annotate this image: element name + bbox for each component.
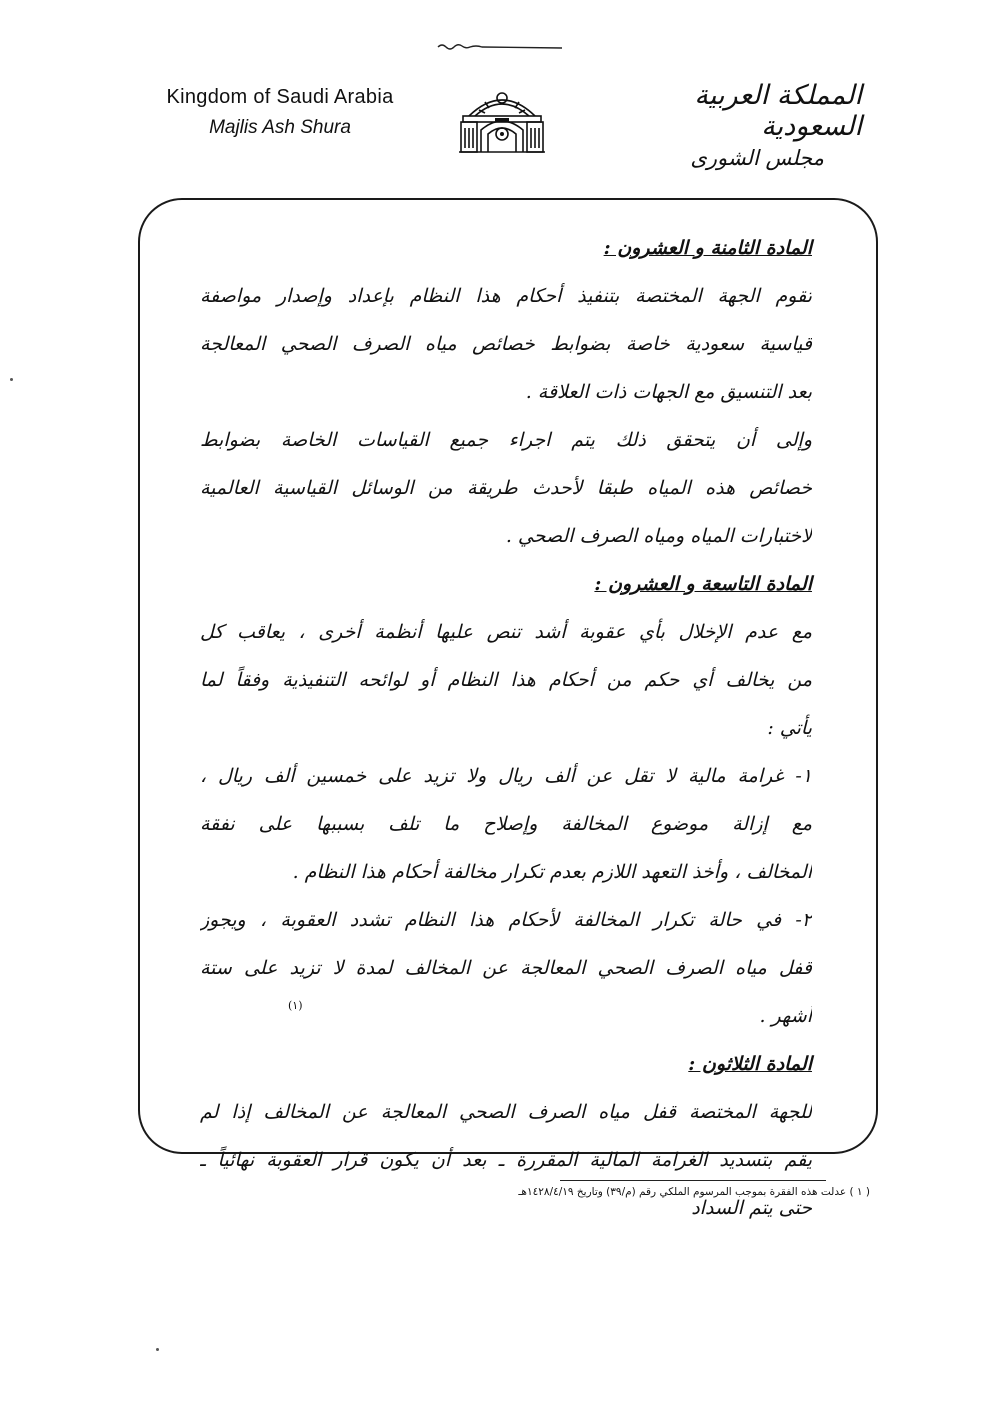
article-28-line: بعد التنسيق مع الجهات ذات العلاقة . [525,381,812,403]
article-28-heading: المادة الثامنة و العشرون : [603,237,812,259]
article-30-line: حتى يتم السداد [691,1197,812,1219]
article-29-line: من يخالف أي حكم من أحكام هذا النظام أو لوائحه التنفيذية وفقاً لما [200,669,812,691]
article-28-line: وإلى أن يتحقق ذلك يتم اجراء جميع القياسات الخاصة بضوابط [200,429,812,451]
header-english [150,86,410,139]
article-28-line: تقوم الجهة المختصة بتنفيذ أحكام هذا النظام بإعداد وإصدار مواصفة [200,285,812,307]
header-council-name: Majlis Ash Shura [209,117,351,138]
footnote-marker: (١) [288,999,303,1012]
article-29-line: ١- غرامة مالية لا تقل عن ألف ريال ولا تزيد على خمسين ألف ريال ، [200,765,812,787]
header-council-name-arabic: مجلس الشورى [690,146,824,170]
article-30-line: يقم بتسديد الغرامة المالية المقررة ـ بعد أن يكون قرار العقوبة نهائياً ـ [200,1149,812,1171]
article-29-last-line [200,994,812,1042]
scan-speck [10,378,13,381]
scan-speck [156,1348,159,1351]
article-29-line: مع إزالة موضوع المخالفة وإصلاح ما تلف بسببها على نفقة [200,813,812,835]
article-29-heading: المادة التاسعة و العشرون : [594,573,812,595]
article-28-line: لاختبارات المياه ومياه الصرف الصحي . [505,525,812,547]
header-arabic [600,80,862,170]
footnote-text: ( ١ ) عدلت هذه الفقرة بموجب المرسوم الملكي رقم (م/٣٩) وتاريخ ١٤٢٨/٤/١٩هـ [518,1186,870,1198]
article-29-line: يأتي : [767,717,812,739]
article-30-heading: المادة الثلاثون : [688,1053,812,1075]
header-kingdom-name-arabic: المملكة العربية السعودية [694,80,862,142]
header-kingdom-name: Kingdom of Saudi Arabia [166,86,394,108]
article-29-line: ٢- في حالة تكرار المخالفة لأحكام هذا النظام تشدد العقوبة ، ويجوز [200,909,812,931]
document-body [200,226,812,1234]
footnote-rule [560,1180,826,1181]
article-29-line: أشهر . [759,1005,812,1027]
article-29-line: مع عدم الإخلال بأي عقوبة أشد تنص عليها أنظمة أخرى ، يعاقب كل [200,621,812,643]
article-30-line: للجهة المختصة قفل مياه الصرف الصحي المعالجة عن المخالف إذا لم [200,1101,812,1123]
article-29-line: قفل مياه الصرف الصحي المعالجة عن المخالف لمدة لا تزيد على ستة [200,957,812,979]
article-28-line: قياسية سعودية خاصة بضوابط خصائص مياه الصرف الصحي المعالجة [200,333,812,355]
article-29-line: المخالف ، وأخذ التعهد اللازم بعدم تكرار مخالفة أحكام هذا النظام . [292,861,812,883]
top-squiggle-mark [436,40,564,54]
majlis-emblem-icon [455,82,549,154]
article-28-line: خصائص هذه المياه طبقا لأحدث طريقة من الوسائل القياسية العالمية [200,477,812,499]
